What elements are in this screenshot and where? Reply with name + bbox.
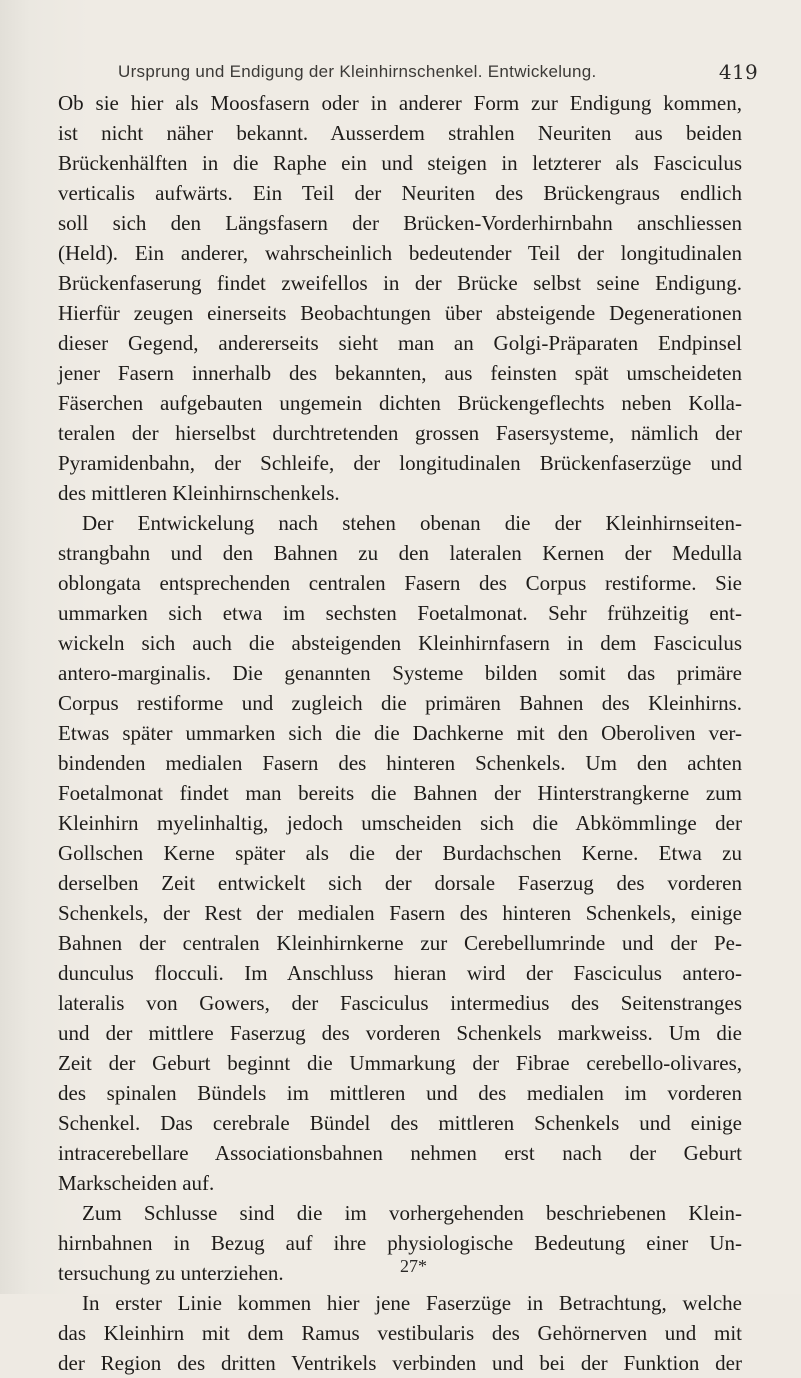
text-line: Schenkel. Das cerebrale Bündel des mittleren Schenkels und einige [58,1111,742,1135]
text-line: Corpus restiforme und zugleich die primären Bahnen des Kleinhirns. [58,691,742,715]
text-line: und der mittlere Faserzug des vorderen Schenkels markweiss. Um die [58,1021,742,1045]
text-line: Brückenfaserung findet zweifellos in der Brücke selbst seine Endigung. [58,271,742,295]
text-line: dunculus flocculi. Im Anschluss hieran wird der Fasciculus antero- [58,961,742,985]
running-title: Ursprung und Endigung der Kleinhirnschenkel. Entwickelung. [118,62,597,81]
text-line: dieser Gegend, andererseits sieht man an Golgi-Präparaten Endpinsel [58,331,742,355]
signature-mark: 27* [400,1256,427,1276]
text-line: Kleinhirn myelinhaltig, jedoch umscheiden sich die Abkömmlinge der [58,811,742,835]
text-line: Fäserchen aufgebauten ungemein dichten Brückengeflechts neben Kolla- [58,391,742,415]
page-header [118,60,758,86]
text-line: teralen der hierselbst durchtretenden grossen Fasersysteme, nämlich der [58,421,742,445]
text-line: (Held). Ein anderer, wahrscheinlich bedeutender Teil der longitudinalen [58,241,742,265]
text-line: derselben Zeit entwickelt sich der dorsale Faserzug des vorderen [58,871,742,895]
text-line: Ob sie hier als Moosfasern oder in anderer Form zur Endigung kommen, [58,91,742,115]
text-line: der Region des dritten Ventrikels verbinden und bei der Funktion der [58,1351,742,1375]
text-line: wickeln sich auch die absteigenden Kleinhirnfasern in dem Fasciculus [58,631,742,655]
text-line: jener Fasern innerhalb des bekannten, aus feinsten spät umscheideten [58,361,742,385]
text-line: bindenden medialen Fasern des hinteren Schenkels. Um den achten [58,751,742,775]
text-line: verticalis aufwärts. Ein Teil der Neuriten des Brückengraus endlich [58,181,742,205]
text-line: strangbahn und den Bahnen zu den lateralen Kernen der Medulla [58,541,742,565]
text-line: Foetalmonat findet man bereits die Bahnen der Hinterstrangkerne zum [58,781,742,805]
text-line: des mittleren Kleinhirnschenkels. [58,481,340,505]
text-line: Pyramidenbahn, der Schleife, der longitudinalen Brückenfaserzüge und [58,451,742,475]
paragraph-start-line: In erster Linie kommen hier jene Faserzüge in Betrachtung, welche [82,1291,742,1315]
text-line: intracerebellare Associationsbahnen nehmen erst nach der Geburt [58,1141,742,1165]
text-line: des spinalen Bündels im mittleren und des medialen im vorderen [58,1081,742,1105]
text-line: soll sich den Längsfasern der Brücken-Vorderhirnbahn anschliessen [58,211,742,235]
text-line: Bahnen der centralen Kleinhirnkerne zur Cerebellumrinde und der Pe- [58,931,742,955]
text-line: antero-marginalis. Die genannten Systeme bilden somit das primäre [58,661,742,685]
paragraph-start-line: Der Entwickelung nach stehen obenan die der Kleinhirnseiten- [82,511,742,535]
text-line: tersuchung zu unterziehen. [58,1261,284,1285]
text-line: Brückenhälften in die Raphe ein und steigen in letzterer als Fasciculus [58,151,742,175]
text-line: lateralis von Gowers, der Fasciculus intermedius des Seitenstranges [58,991,742,1015]
text-line: ummarken sich etwa im sechsten Foetalmonat. Sehr frühzeitig ent- [58,601,742,625]
text-line: Schenkels, der Rest der medialen Fasern des hinteren Schenkels, einige [58,901,742,925]
text-line: Gollschen Kerne später als die der Burdachschen Kerne. Etwa zu [58,841,742,865]
text-line: Hierfür zeugen einerseits Beobachtungen über absteigende Degenerationen [58,301,742,325]
text-line: hirnbahnen in Bezug auf ihre physiologische Bedeutung einer Un- [58,1231,742,1255]
text-line: Etwas später ummarken sich die die Dachkerne mit den Oberoliven ver- [58,721,742,745]
body-text [58,88,742,1378]
text-line: Zeit der Geburt beginnt die Ummarkung der Fibrae cerebello-olivares, [58,1051,742,1075]
page-number: 419 [718,60,758,84]
text-line: das Kleinhirn mit dem Ramus vestibularis des Gehörnerven und mit [58,1321,742,1345]
text-line: ist nicht näher bekannt. Ausserdem strahlen Neuriten aus beiden [58,121,742,145]
text-line: oblongata entsprechenden centralen Fasern des Corpus restiforme. Sie [58,571,742,595]
text-line: Markscheiden auf. [58,1171,215,1195]
paragraph-start-line: Zum Schlusse sind die im vorhergehenden beschriebenen Klein- [82,1201,742,1225]
